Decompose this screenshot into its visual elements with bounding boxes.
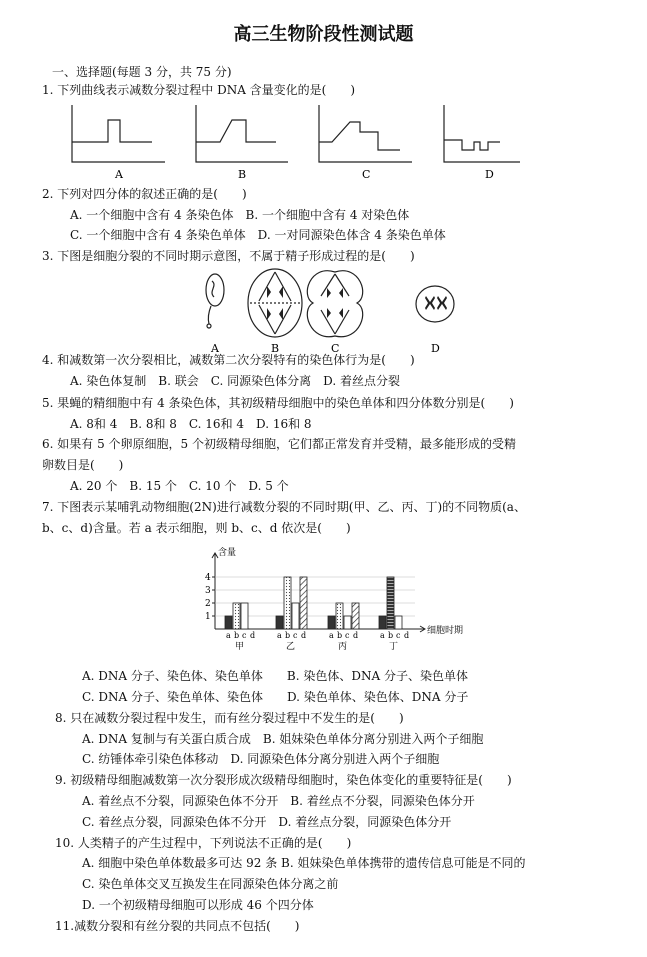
q5-stem: 5. 果蝇的精细胞中有 4 条染色体，其初级精母细胞中的染色单体和四分体数分别是( ) [42,396,514,410]
bar-series-label: a [277,631,282,640]
q1-stem: 1. 下列曲线表示减数分裂过程中 DNA 含量变化的是( ) [42,83,356,97]
bar-series-label: c [396,631,401,640]
q8-stem: 8. 只在减数分裂过程中发生，而有丝分裂过程中不发生的是( ) [55,711,404,725]
q3-label-b: B [271,342,280,354]
bar-c-乙 [292,603,299,629]
q8-options-cd: C. 纺锤体牵引染色体移动 D. 同源染色体分离分别进入两个子细胞 [82,752,440,766]
bar-a-丁 [379,616,386,629]
q7-stem-line1: 7. 下图表示某哺乳动物细胞(2N)进行减数分裂的不同时期(甲、乙、丙、丁)的不同物质(a、 [42,500,526,514]
bar-series-label: d [250,631,256,640]
q10-option-d: D. 一个初级精母细胞可以形成 46 个四分体 [82,898,314,912]
q7-stem-line2: b、c、d)含量。若 a 表示细胞，则 b、c、d 依次是( ) [42,521,351,535]
category-label: 甲 [235,642,245,652]
bar-series-label: d [404,631,410,640]
q6-stem-line1: 6. 如果有 5 个卵原细胞，5 个初级精母细胞，它们都正常发育并受精，最多能形成的受精 [42,437,516,451]
q11-stem: 11.减数分裂和有丝分裂的共同点不包括( ) [55,919,300,933]
bar-series-label: b [285,631,291,640]
bar-series-label: b [234,631,240,640]
bar-b-乙 [284,577,291,629]
bar-series-label: b [388,631,394,640]
bar-d-丙 [352,603,359,629]
category-label: 丁 [389,642,399,652]
bar-c-丙 [344,616,351,629]
bar-series-label: a [226,631,231,640]
y-tick-label: 4 [205,573,211,583]
q2-options-ab: A. 一个细胞中含有 4 条染色体 B. 一个细胞中含有 4 对染色体 [70,208,410,222]
bar-series-label: c [242,631,247,640]
q7-options-cd: C. DNA 分子、染色单体、染色体 D. 染色单体、染色体、DNA 分子 [82,690,469,704]
q2-stem: 2. 下列对四分体的叙述正确的是( ) [42,187,247,201]
y-axis-label: 含量 [218,548,237,558]
q10-stem: 10. 人类精子的产生过程中，下列说法不正确的是( ) [55,836,352,850]
x-axis-label: 细胞时期 [427,626,464,636]
q9-options-cd: C. 着丝点分裂，同源染色体不分开 D. 着丝点分裂，同源染色体分开 [82,815,452,829]
q9-stem: 9. 初级精母细胞减数第一次分裂形成次级精母细胞时，染色体变化的重要特征是( ) [55,773,512,787]
bar-series-label: a [329,631,334,640]
bar-series-label: c [345,631,350,640]
bar-b-丙 [336,603,343,629]
q4-options: A. 染色体复制 B. 联会 C. 同源染色体分离 D. 着丝点分裂 [70,374,400,388]
q1-label-b: B [238,168,247,181]
category-label: 乙 [286,642,296,652]
q8-options-ab: A. DNA 复制与有关蛋白质合成 B. 姐妹染色单体分离分别进入两个子细胞 [82,732,484,746]
q9-options-ab: A. 着丝点不分裂，同源染色体不分开 B. 着丝点不分裂，同源染色体分开 [82,794,475,808]
q1-label-c: C [362,168,371,181]
bar-series-label: c [293,631,298,640]
q6-options: A. 20 个 B. 15 个 C. 10 个 D. 5 个 [70,479,289,493]
bar-series-label: d [301,631,307,640]
bar-a-乙 [276,616,283,629]
bar-series-label: b [337,631,343,640]
q6-stem-line2: 卵数目是( ) [42,458,124,472]
q3-label-a: A [211,342,219,354]
q2-options-cd: C. 一个细胞中含有 4 条染色单体 D. 一对同源染色体含 4 条染色单体 [70,228,446,242]
q5-options: A. 8和 4 B. 8和 8 C. 16和 4 D. 16和 8 [70,417,312,431]
bar-c-丁 [395,616,402,629]
q7-options-ab: A. DNA 分子、染色体、染色单体 B. 染色体、DNA 分子、染色单体 [82,669,468,683]
q3-label-d: D [431,342,440,354]
bar-d-乙 [300,577,307,629]
category-label: 丙 [338,642,348,652]
bar-b-甲 [233,603,240,629]
q3-cells-figure [195,266,455,354]
bar-c-甲 [241,603,248,629]
bar-series-label: a [380,631,385,640]
q3-label-c: C [331,342,340,354]
q4-stem: 4. 和减数第一次分裂相比，减数第二次分裂特有的染色体行为是( ) [42,353,415,367]
q7-bar-chart [195,543,475,655]
q1-label-d: D [485,168,494,181]
page-title: 高三生物阶段性测试题 [233,24,414,45]
bar-a-丙 [328,616,335,629]
y-tick-label: 1 [205,612,211,622]
q10-options-ab: A. 细胞中染色单体数最多可达 92 条 B. 姐妹染色单体携带的遗传信息可能是不同的 [82,856,526,870]
q1-label-a: A [115,168,123,181]
y-tick-label: 3 [205,586,211,596]
section-heading: 一、选择题(每题 3 分，共 75 分) [52,65,232,79]
q10-option-c: C. 染色单体交叉互换发生在同源染色体分离之前 [82,877,339,891]
bar-b-丁 [387,577,394,629]
bar-series-label: d [353,631,359,640]
sperm-head-icon [206,274,224,306]
q1-curves-figure [60,100,520,182]
y-tick-label: 2 [205,599,211,609]
bar-a-甲 [225,616,232,629]
q3-stem: 3. 下图是细胞分裂的不同时期示意图，不属于精子形成过程的是( ) [42,249,415,263]
